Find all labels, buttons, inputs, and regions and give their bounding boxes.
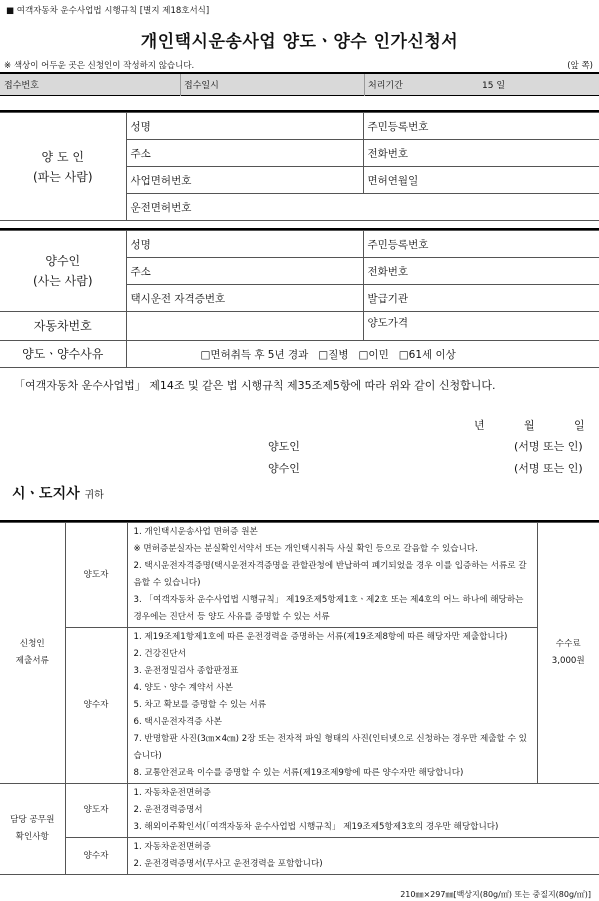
- transferor-address-field[interactable]: 주소: [126, 140, 363, 167]
- transferor-driver-license-field[interactable]: 운전면허번호: [126, 194, 599, 221]
- paper-spec-footer: 210㎜×297㎜[백상지(80g/㎡) 또는 중질지(80g/㎡)]: [400, 890, 591, 899]
- application-statement: 「여객자동차 운수사업법」 제14조 및 같은 법 시행규칙 제35조제5항에 따라 위와 같이 신청합니다.: [14, 379, 496, 392]
- transferee-issuer-field[interactable]: 발급기관: [363, 285, 599, 312]
- list-item: 1. 개인택시운송사업 면허증 원본: [133, 527, 258, 537]
- official-transferor-label: 양도자: [65, 784, 127, 838]
- documents-table: [0, 522, 599, 875]
- applicant-transferee-docs: [127, 628, 537, 784]
- signer-transferor-sign[interactable]: (서명 또는 인): [514, 440, 583, 453]
- list-item: 7. 반명함판 사진(3㎝×4㎝) 2장 또는 전자적 파일 형태의 사진(인터넷으로 신청하는 경우만 제출할 수 있습니다): [133, 734, 527, 761]
- list-item: 2. 운전경력증명서: [133, 805, 203, 815]
- list-item: 3. 「여객자동차 운수사업법 시행규칙」 제19조제5항제1호ㆍ제2호 또는 제4호의 어느 하나에 해당하는 경우에는 진단서 등 양도 사유를 증명할 수 있는 서류: [133, 595, 524, 622]
- list-item: 5. 차고 확보를 증명할 수 있는 서류: [133, 700, 267, 710]
- receipt-bar: [0, 72, 599, 96]
- reason-option-age61[interactable]: □61세 이상: [398, 348, 456, 361]
- transferee-resident-no-field[interactable]: 주민등록번호: [363, 231, 599, 258]
- transfer-reason-label: 양도ㆍ양수사유: [0, 341, 126, 368]
- page-side-label: (앞 쪽): [567, 61, 593, 71]
- list-item: 2. 건강진단서: [133, 649, 186, 659]
- recipient-name: 시ㆍ도지사: [12, 486, 80, 502]
- transferor-business-license-field[interactable]: 사업면허번호: [126, 167, 363, 194]
- official-transferor-docs: [127, 784, 599, 838]
- transferee-phone-field[interactable]: 전화번호: [363, 258, 599, 285]
- applicant-transferor-label: 양도자: [65, 523, 127, 628]
- fee-amount: 3,000원: [551, 656, 585, 666]
- list-item: 3. 해외이주확인서(「여객자동차 운수사업법 시행규칙」 제19조제5항제3호의 경우만 해당합니다): [133, 822, 499, 832]
- list-item: 1. 자동차운전면허증: [133, 842, 211, 852]
- recipient-suffix: 귀하: [84, 490, 104, 501]
- signer-transferee-sign[interactable]: (서명 또는 인): [514, 462, 583, 475]
- fee-label: 수수료: [555, 639, 581, 649]
- transferee-taxi-cert-field[interactable]: 택시운전 자격증번호: [126, 285, 363, 312]
- vehicle-number-field[interactable]: [126, 312, 363, 341]
- receipt-date-label: 접수일시: [184, 81, 219, 91]
- transferee-name-field[interactable]: 성명: [126, 231, 363, 258]
- sign-year-label: 년: [474, 419, 485, 432]
- applicant-docs-label: 신청인 제출서류: [0, 523, 65, 784]
- list-item: 4. 양도ㆍ양수 계약서 사본: [133, 683, 233, 693]
- applicant-transferor-docs: [127, 523, 537, 628]
- signer-transferee-label: 양수인: [268, 462, 300, 475]
- vehicle-number-label: 자동차번호: [0, 312, 126, 341]
- recipient: [12, 483, 104, 503]
- reason-option-emigration[interactable]: □이민: [358, 348, 389, 361]
- transferor-name-field[interactable]: 성명: [126, 113, 363, 140]
- list-item: 8. 교통안전교육 이수를 증명할 수 있는 서류(제19조제9항에 따른 양수자만 해당합니다): [133, 768, 464, 778]
- reason-option-5years[interactable]: □면허취득 후 5년 경과: [200, 348, 309, 361]
- form-title: 개인택시운송사업 양도ㆍ양수 인가신청서: [140, 32, 459, 52]
- transferee-table: [0, 230, 599, 368]
- sign-month-label: 월: [524, 419, 535, 432]
- list-item: 6. 택시운전자격증 사본: [133, 717, 222, 727]
- transferor-label: 양 도 인 (파는 사람): [0, 113, 126, 221]
- transfer-price-field[interactable]: 양도가격: [363, 312, 599, 341]
- list-item: 3. 운전정밀검사 종합판정표: [133, 666, 239, 676]
- processing-period-label: 처리기간: [368, 81, 403, 91]
- transferor-resident-no-field[interactable]: 주민등록번호: [363, 113, 599, 140]
- transferor-phone-field[interactable]: 전화번호: [363, 140, 599, 167]
- list-item: 1. 제19조제1항제1호에 따른 운전경력을 증명하는 서류(제19조제8항에 따른 해당자만 제출합니다): [133, 632, 508, 642]
- official-transferee-label: 양수자: [65, 838, 127, 875]
- list-item: 2. 운전경력증명서(무사고 운전경력을 포함합니다): [133, 859, 323, 869]
- transferee-address-field[interactable]: 주소: [126, 258, 363, 285]
- list-item: 2. 택시운전자격증명(택시운전자격증명을 관할관청에 반납하여 폐기되었을 경우 이를 입증하는 서류로 갈음할 수 있습니다): [133, 561, 527, 588]
- transferee-label: 양수인 (사는 사람): [0, 231, 126, 312]
- applicant-transferee-label: 양수자: [65, 628, 127, 784]
- transferor-table: [0, 112, 599, 221]
- official-check-label: 담당 공무원 확인사항: [0, 784, 65, 875]
- list-item: 1. 자동차운전면허증: [133, 788, 211, 798]
- list-item: ※ 면허증분실자는 분실확인서약서 또는 개인택시취득 사실 확인 등으로 갈음할 수 있습니다.: [133, 544, 478, 554]
- form-note: ※ 색상이 어두운 곳은 신청인이 작성하지 않습니다.: [4, 61, 195, 71]
- form-reference: ■ 여객자동차 운수사업법 시행규칙 [별지 제18호서식]: [6, 6, 210, 16]
- transferor-license-date-field[interactable]: 면허연월일: [363, 167, 599, 194]
- transfer-reason-options: [126, 341, 599, 368]
- sign-day-label: 일: [574, 419, 585, 432]
- receipt-number-label: 접수번호: [4, 81, 39, 91]
- signer-transferor-label: 양도인: [268, 440, 300, 453]
- official-transferee-docs: [127, 838, 599, 875]
- reason-option-illness[interactable]: □질병: [318, 348, 349, 361]
- processing-period-value: 15 일: [482, 81, 506, 91]
- fee-cell: [537, 523, 599, 784]
